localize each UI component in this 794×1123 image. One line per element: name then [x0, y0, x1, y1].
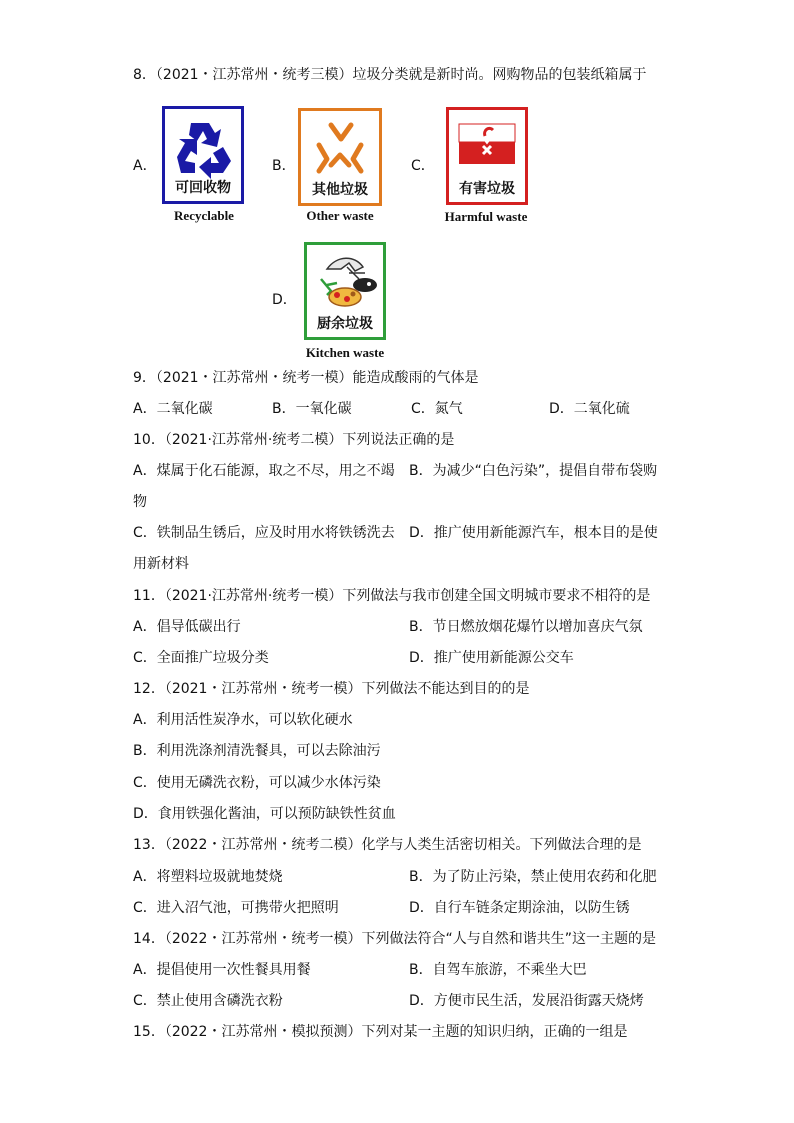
- other-waste-symbol-icon: [301, 115, 379, 179]
- q12-stem: 12．（2021・江苏常州・统考一模）下列做法不能达到目的的是: [133, 681, 530, 697]
- q10-stem: 10．（2021·江苏常州·统考二模）下列说法正确的是: [133, 432, 455, 448]
- q13-option-d[interactable]: D．自行车链条定期涂油，以防生锈: [409, 900, 630, 916]
- harmful-waste-bin-icon[interactable]: [446, 107, 528, 205]
- recyclable-bin-icon[interactable]: [162, 106, 244, 204]
- q14-option-c[interactable]: C．禁止使用含磷洗衣粉: [133, 993, 283, 1009]
- q8-option-c-letter[interactable]: C．: [411, 158, 435, 174]
- q12-option-d[interactable]: D．食用铁强化酱油，可以预防缺铁性贫血: [133, 806, 396, 822]
- kitchen-waste-bin-icon[interactable]: [304, 242, 386, 340]
- q8-option-b-letter[interactable]: B．: [272, 158, 296, 174]
- q9-option-a[interactable]: A．二氧化碳: [133, 401, 213, 417]
- other-waste-caption: Other waste: [306, 208, 374, 223]
- harmful-waste-bin-label: 有害垃圾: [459, 181, 515, 197]
- q10-option-d-cont: 用新材料: [133, 556, 189, 572]
- q11-option-a[interactable]: A．倡导低碳出行: [133, 619, 241, 635]
- recyclable-caption: Recyclable: [174, 208, 234, 223]
- q10-option-b-cont: 物: [133, 494, 147, 510]
- q13-option-a[interactable]: A．将塑料垃圾就地焚烧: [133, 869, 283, 885]
- q9-option-d[interactable]: D．二氧化硫: [549, 401, 630, 417]
- q15-stem: 15．（2022・江苏常州・模拟预测）下列对某一主题的知识归纳，正确的一组是: [133, 1024, 628, 1040]
- q13-option-b[interactable]: B．为了防止污染，禁止使用农药和化肥: [409, 869, 657, 885]
- q9-option-c[interactable]: C．氮气: [411, 401, 463, 417]
- q13-option-c[interactable]: C．进入沼气池，可携带火把照明: [133, 900, 339, 916]
- q14-stem: 14．（2022・江苏常州・统考一模）下列做法符合“人与自然和谐共生”这一主题的是: [133, 931, 656, 947]
- kitchen-waste-bin-label: 厨余垃圾: [317, 316, 373, 332]
- q10-option-c[interactable]: C．铁制品生锈后，应及时用水将铁锈洗去: [133, 525, 395, 541]
- harmful-waste-symbol-icon: [449, 116, 525, 180]
- q10-option-a[interactable]: A．煤属于化石能源，取之不尽，用之不竭: [133, 463, 395, 479]
- q12-option-a[interactable]: A．利用活性炭净水，可以软化硬水: [133, 712, 353, 728]
- q11-option-c[interactable]: C．全面推广垃圾分类: [133, 650, 269, 666]
- q12-option-b[interactable]: B．利用洗涤剂清洗餐具，可以去除油污: [133, 743, 381, 759]
- q12-option-c[interactable]: C．使用无磷洗衣粉，可以减少水体污染: [133, 775, 381, 791]
- other-waste-bin-icon[interactable]: [298, 108, 382, 206]
- q10-option-d[interactable]: D．推广使用新能源汽车，根本目的是使: [409, 525, 658, 541]
- kitchen-waste-symbol-icon: [307, 249, 383, 315]
- other-waste-bin-label: 其他垃圾: [312, 182, 368, 198]
- recycle-arrows-icon: [165, 113, 241, 183]
- harmful-waste-caption: Harmful waste: [444, 209, 528, 224]
- q8-stem: 8．（2021・江苏常州・统考三模）垃圾分类就是新时尚。网购物品的包装纸箱属于: [133, 67, 647, 83]
- q14-option-b[interactable]: B．自驾车旅游，不乘坐大巴: [409, 962, 587, 978]
- q9-option-b[interactable]: B．一氧化碳: [272, 401, 352, 417]
- q8-option-d-letter[interactable]: D．: [272, 292, 297, 308]
- q13-stem: 13．（2022・江苏常州・统考二模）化学与人类生活密切相关。下列做法合理的是: [133, 837, 642, 853]
- q11-option-d[interactable]: D．推广使用新能源公交车: [409, 650, 574, 666]
- q14-option-a[interactable]: A．提倡使用一次性餐具用餐: [133, 962, 311, 978]
- q11-stem: 11．（2021·江苏常州·统考一模）下列做法与我市创建全国文明城市要求不相符的是: [133, 588, 651, 604]
- q8-option-a-letter[interactable]: A．: [133, 158, 157, 174]
- q14-option-d[interactable]: D．方便市民生活，发展沿街露天烧烤: [409, 993, 644, 1009]
- recyclable-bin-label: 可回收物: [175, 180, 231, 196]
- q9-stem: 9．（2021・江苏常州・统考一模）能造成酸雨的气体是: [133, 370, 479, 386]
- q10-option-b[interactable]: B．为减少“白色污染”，提倡自带布袋购: [409, 463, 658, 479]
- kitchen-waste-caption: Kitchen waste: [305, 345, 385, 360]
- q11-option-b[interactable]: B．节日燃放烟花爆竹以增加喜庆气氛: [409, 619, 643, 635]
